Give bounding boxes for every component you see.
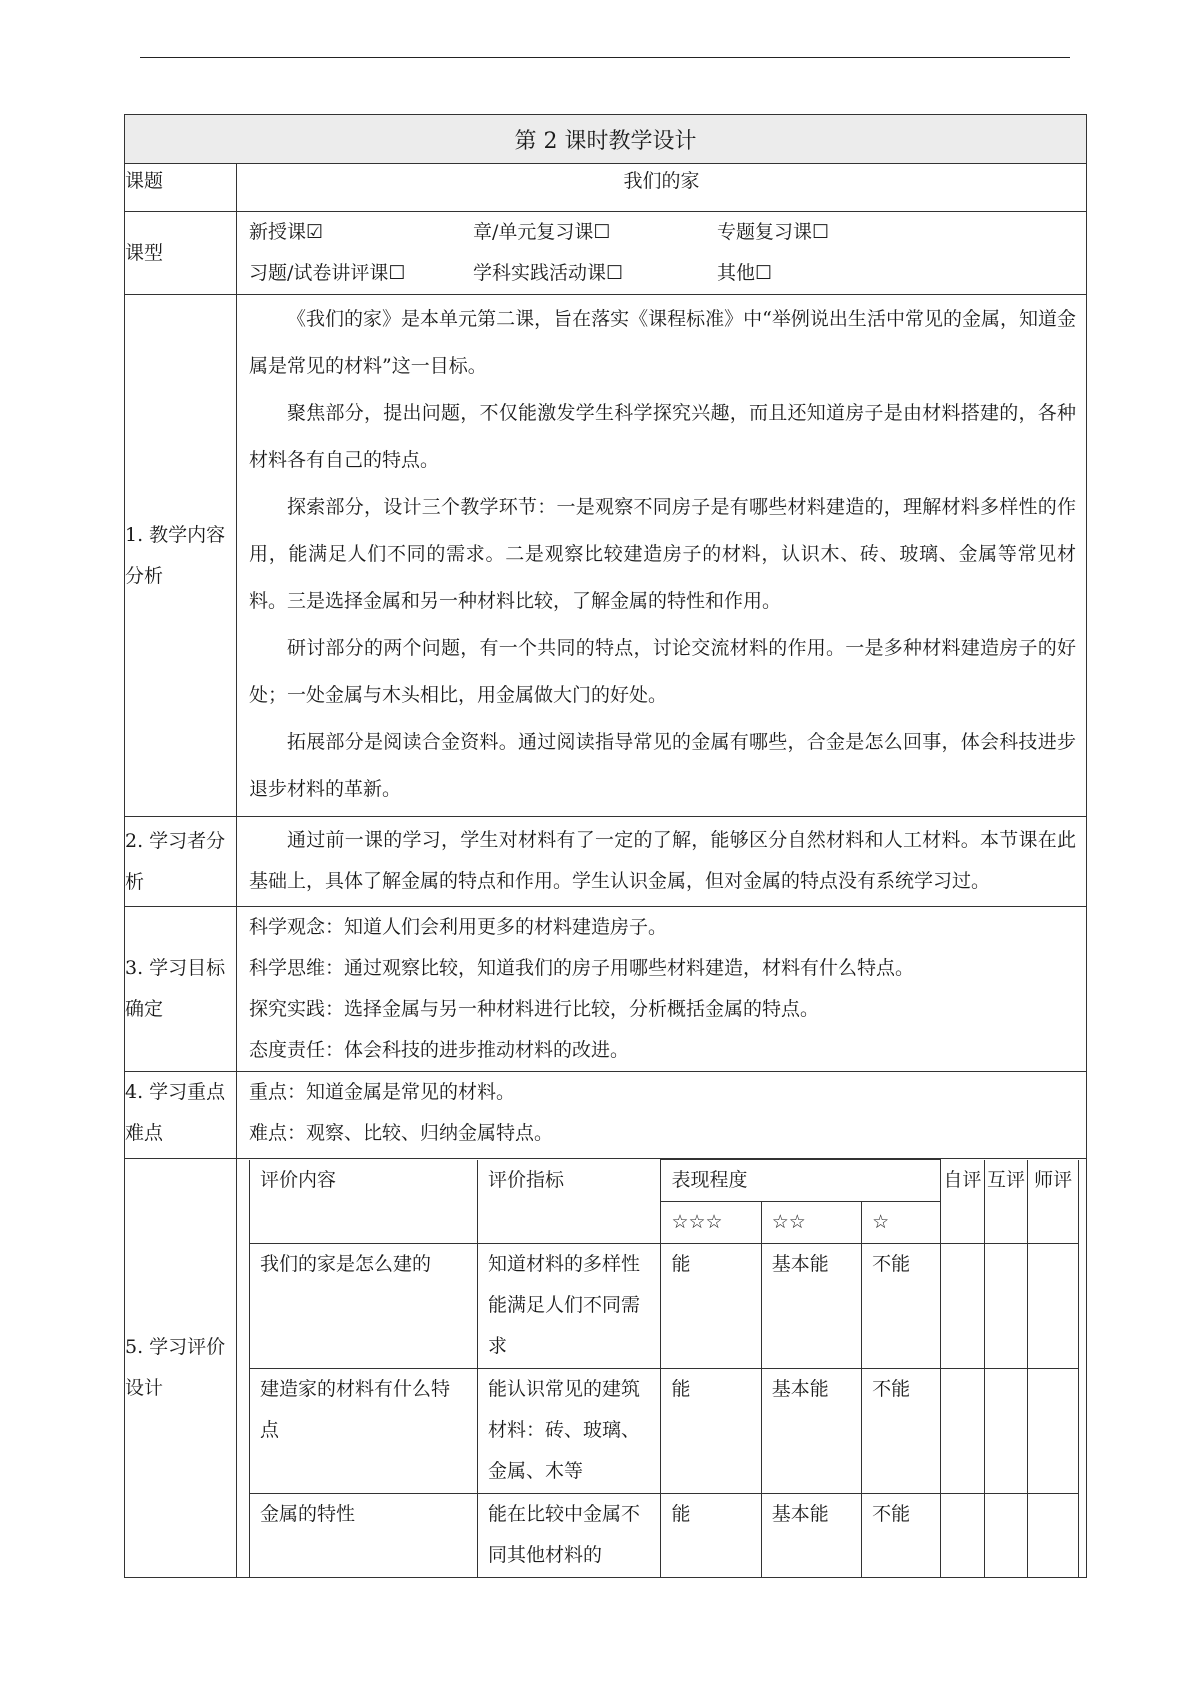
peer-eval-cell[interactable] bbox=[984, 1244, 1028, 1369]
lesson-design-table bbox=[124, 114, 1087, 1578]
learner-analysis-body bbox=[237, 817, 1087, 907]
row-indicator: 知道材料的多样性能满足人们不同需求 bbox=[478, 1244, 661, 1369]
paragraph: 拓展部分是阅读合金资料。通过阅读指导常见的金属有哪些，合金是怎么回事，体会科技进步退步材料的革新。 bbox=[249, 731, 1077, 800]
objective-item: 态度责任：体会科技的进步推动材料的改进。 bbox=[249, 1039, 630, 1061]
paragraph: 《我们的家》是本单元第二课，旨在落实《课程标准》中“举例说出生活中常见的金属，知道金属是常见的材料”这一目标。 bbox=[249, 308, 1077, 377]
self-eval-cell[interactable] bbox=[941, 1369, 985, 1494]
row-indicator: 能认识常见的建筑材料：砖、玻璃、金属、木等 bbox=[478, 1369, 661, 1494]
header-peer: 互评 bbox=[984, 1160, 1028, 1244]
paragraph: 通过前一课的学习，学生对材料有了一定的了解，能够区分自然材料和人工材料。本节课在此基础上，具体了解金属的特点和作用。学生认识金属，但对金属的特点没有系统学习过。 bbox=[249, 829, 1077, 892]
self-eval-cell[interactable] bbox=[941, 1494, 985, 1577]
evaluation-body bbox=[237, 1159, 1087, 1578]
page-title: 第 2 课时教学设计 bbox=[125, 115, 1087, 164]
row-level-3: 能 bbox=[661, 1494, 761, 1577]
header-stars-1: ☆ bbox=[862, 1202, 941, 1244]
row-indicator: 能在比较中金属不同其他材料的 bbox=[478, 1494, 661, 1577]
objectives-body bbox=[237, 907, 1087, 1072]
row-level-3: 能 bbox=[661, 1244, 761, 1369]
objective-item: 科学观念：知道人们会利用更多的材料建造房子。 bbox=[249, 916, 668, 938]
evaluation-label: 5. 学习评价设计 bbox=[125, 1159, 237, 1578]
evaluation-table bbox=[249, 1159, 1079, 1577]
content-analysis-body bbox=[237, 295, 1087, 817]
type-option: 章/单元复习课☐ bbox=[473, 221, 611, 243]
objective-item: 科学思维：通过观察比较，知道我们的房子用哪些材料建造，材料有什么特点。 bbox=[249, 957, 915, 979]
key-point-item: 重点：知道金属是常见的材料。 bbox=[249, 1081, 516, 1103]
objectives-label: 3. 学习目标确定 bbox=[125, 907, 237, 1072]
lesson-type-options bbox=[237, 212, 1087, 295]
topic-label: 课题 bbox=[125, 164, 237, 212]
row-content: 建造家的材料有什么特点 bbox=[250, 1369, 478, 1494]
teacher-eval-cell[interactable] bbox=[1028, 1244, 1079, 1369]
content-analysis-label: 1. 教学内容分析 bbox=[125, 295, 237, 817]
type-option: 习题/试卷讲评课☐ bbox=[249, 262, 406, 284]
header-indicator: 评价指标 bbox=[478, 1160, 661, 1244]
row-content: 金属的特性 bbox=[250, 1494, 478, 1577]
header-rule bbox=[140, 57, 1070, 58]
lesson-type-label: 课型 bbox=[125, 212, 237, 295]
row-level-3: 能 bbox=[661, 1369, 761, 1494]
teacher-eval-cell[interactable] bbox=[1028, 1494, 1079, 1577]
row-level-2: 基本能 bbox=[761, 1494, 861, 1577]
key-point-item: 难点：观察、比较、归纳金属特点。 bbox=[249, 1122, 554, 1144]
paragraph: 研讨部分的两个问题，有一个共同的特点，讨论交流材料的作用。一是多种材料建造房子的好处；一处金属与木头相比，用金属做大门的好处。 bbox=[249, 637, 1077, 706]
key-points-label: 4. 学习重点难点 bbox=[125, 1072, 237, 1159]
type-option: 新授课☑ bbox=[249, 221, 324, 243]
paragraph: 聚焦部分，提出问题，不仅能激发学生科学探究兴趣，而且还知道房子是由材料搭建的，各种材料各有自己的特点。 bbox=[249, 402, 1077, 471]
self-eval-cell[interactable] bbox=[941, 1244, 985, 1369]
type-option: 专题复习课☐ bbox=[717, 221, 830, 243]
paragraph: 探索部分，设计三个教学环节：一是观察不同房子是有哪些材料建造的，理解材料多样性的作用，能满足人们不同的需求。二是观察比较建造房子的材料，认识木、砖、玻璃、金属等常见材料。三是选择金属和另一种材料比较，了解金属的特性和作用。 bbox=[249, 496, 1077, 612]
row-level-1: 不能 bbox=[862, 1494, 941, 1577]
header-stars-2: ☆☆ bbox=[761, 1202, 861, 1244]
row-level-1: 不能 bbox=[862, 1244, 941, 1369]
row-level-2: 基本能 bbox=[761, 1369, 861, 1494]
type-option: 其他☐ bbox=[717, 262, 773, 284]
peer-eval-cell[interactable] bbox=[984, 1494, 1028, 1577]
header-teacher: 师评 bbox=[1028, 1160, 1079, 1244]
row-level-2: 基本能 bbox=[761, 1244, 861, 1369]
type-option: 学科实践活动课☐ bbox=[473, 262, 624, 284]
key-points-body bbox=[237, 1072, 1087, 1159]
objective-item: 探究实践：选择金属与另一种材料进行比较，分析概括金属的特点。 bbox=[249, 998, 820, 1020]
peer-eval-cell[interactable] bbox=[984, 1369, 1028, 1494]
row-content: 我们的家是怎么建的 bbox=[250, 1244, 478, 1369]
row-level-1: 不能 bbox=[862, 1369, 941, 1494]
header-self: 自评 bbox=[941, 1160, 985, 1244]
teacher-eval-cell[interactable] bbox=[1028, 1369, 1079, 1494]
learner-analysis-label: 2. 学习者分析 bbox=[125, 817, 237, 907]
header-content: 评价内容 bbox=[250, 1160, 478, 1244]
header-stars-3: ☆☆☆ bbox=[661, 1202, 761, 1244]
header-level: 表现程度 bbox=[661, 1160, 941, 1202]
topic-value: 我们的家 bbox=[237, 164, 1087, 212]
